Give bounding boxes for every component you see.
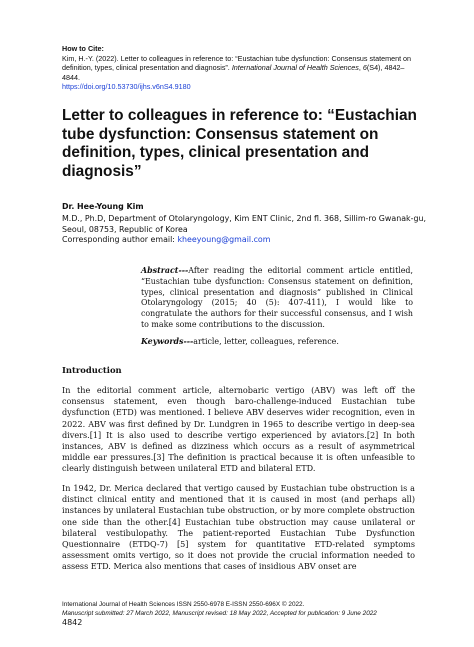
author-block bbox=[62, 202, 432, 246]
page-footer bbox=[62, 601, 422, 628]
citation-text: Kim, H.-Y. (2022). Letter to colleagues in reference to: “Eustachian tube dysfunction: Consensus statement on definition, types, clinical presentation and diagnosis”. bbox=[62, 53, 412, 73]
citation-block: How to Cite: Kim, H.-Y. (2022). Letter to colleagues in reference to: “Eustachian tube dysfunction: Consensus statement on definition, types, clinical presentation and diagnosis”. International Journal of Health Sciences, 6(S4), 4842–4844. https://doi.org/10.53730/ijhs.v6nS4.9180 bbox=[62, 44, 422, 92]
keywords-text: article, letter, colleagues, reference. bbox=[193, 337, 339, 346]
keywords bbox=[141, 337, 413, 348]
author-email-link[interactable]: kheeyoung@gmail.com bbox=[177, 235, 271, 245]
keywords-label: Keywords--- bbox=[141, 337, 194, 346]
abstract bbox=[141, 266, 413, 331]
introduction-heading: Introduction bbox=[62, 365, 122, 375]
citation-issue-pages: (S4), 4842–4844. bbox=[62, 63, 405, 82]
body-paragraph: In 1942, Dr. Merica declared that vertigo caused by Eustachian tube obstruction is a distinct clinical entity and mentioned that it is caused in most (and perhaps all) instances by unilateral Eustachian tube obstruction, or by more complete obstruction one side than the other.[4] Eustachian tube obstruction may cause unilateral or bilateral vestibulopathy. The patient-reported Eustachian Tube Dysfunction Questionnaire (ETDQ-7) [5] system for quantitative ETD-related symptoms assessment omits vertigo, so it does not provide the crucial information needed to assess ETD. Merica also mentions that cases of insidious ABV onset are bbox=[62, 483, 415, 572]
email-label: Corresponding author email: bbox=[62, 235, 175, 245]
citation-volume: 6 bbox=[362, 63, 367, 73]
footer-journal-line: International Journal of Health Sciences ISSN 2550-6978 E-ISSN 2550-696X © 2022. bbox=[62, 601, 305, 608]
body-paragraph: In the editorial comment article, alternobaric vertigo (ABV) was left off the consensus statement, even though baro-challenge-induced Eustachian tube dysfunction (ETD) was mentioned. I believe ABV deserves wider recognition, even in 2022. ABV was first defined by Dr. Lundgren in 1965 to describe vertigo in deep-sea divers.[1] It is also used to describe vertigo experienced by aviators.[2] In both instances, ABV is defined as dizziness which occurs as a result of asymmetrical middle ear pressures.[3] The definition is practical because it is often unfeasible to clearly distinguish between unilateral ETD and bilateral ETD. bbox=[62, 385, 415, 474]
author-name: Dr. Hee-Young Kim bbox=[62, 202, 144, 211]
page-number: 4842 bbox=[62, 618, 83, 628]
abstract-text: After reading the editorial comment article entitled, “Eustachian tube dysfunction: Consensus statement on definition, types, clinical presentation and diagnosis” published in Clinical Otolaryngology (2015; 40 (5): 407-411), I would like to congratulate the authors for their successful consensus, and I wish to make some contributions to the discussion. bbox=[141, 266, 413, 329]
author-affiliation: M.D., Ph.D, Department of Otolaryngology, Kim ENT Clinic, 2nd fl. 368, Sillim-ro Gwanak-gu, Seoul, 08753, Republic of Korea bbox=[62, 213, 426, 234]
abstract-label: Abstract--- bbox=[141, 266, 189, 275]
citation-heading: How to Cite: bbox=[62, 44, 104, 53]
doi-link[interactable]: https://doi.org/10.53730/ijhs.v6nS4.9180 bbox=[62, 82, 191, 92]
article-title: Letter to colleagues in reference to: “Eustachian tube dysfunction: Consensus statement on definition, types, clinical presentation and diagnosis” bbox=[62, 107, 417, 180]
citation-journal: International Journal of Health Sciences bbox=[231, 63, 359, 73]
footer-manuscript-line: Manuscript submitted: 27 March 2022, Manuscript revised: 18 May 2022, Accepted for publication: 9 June 2022 bbox=[62, 609, 377, 617]
